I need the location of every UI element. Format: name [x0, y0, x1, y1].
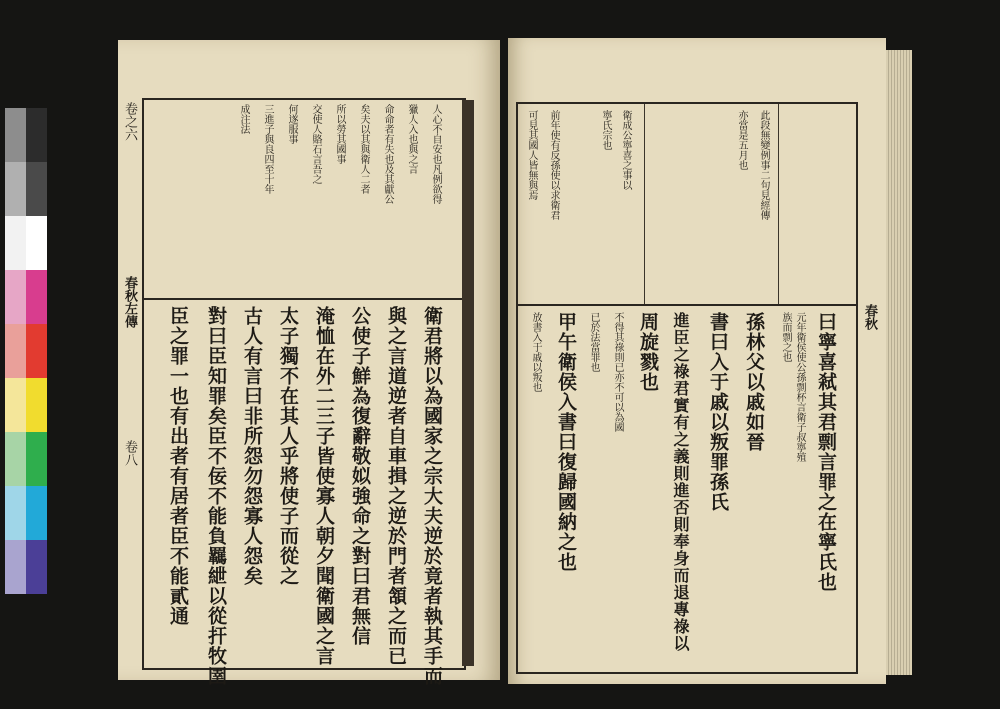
main-text-column: 甲午衛侯入書曰復歸國納之也	[555, 312, 577, 572]
upper-column: 三進子與良四至十年	[262, 104, 273, 194]
margin-title-bottom: 春秋左傳	[122, 276, 137, 328]
annotation-column: 族而剽之也	[780, 312, 791, 362]
upper-column: 寧氏宗也	[600, 110, 611, 150]
main-text-column: 孫林父以戚如晉	[743, 312, 765, 452]
main-text-column: 衛君將以為國家之宗大夫逆於竟者執其手而	[421, 306, 443, 686]
main-text-column: 曰寧喜弒其君剽言罪之在寧氏也	[815, 312, 837, 592]
main-text-column: 臣之罪一也有出者有居者臣不能貳通	[167, 306, 189, 626]
annotation-column: 放書入于戚以叛也	[530, 312, 541, 392]
main-text-column: 周旋戮也	[637, 312, 659, 392]
upper-column: 獵人入也與之言	[406, 104, 417, 174]
main-text-column: 太子獨不在其人乎將使子而從之	[277, 306, 299, 586]
main-text-column: 進臣之祿君實有之義則進否則奉身而退專祿以	[671, 312, 690, 652]
upper-column: 交使人賂石言吾之	[310, 104, 321, 184]
left-page	[118, 40, 500, 686]
upper-column: 衛成公寧喜之事以	[620, 110, 631, 190]
volume-label: 卷八	[122, 440, 137, 466]
right-page	[508, 38, 886, 684]
main-text-column: 對曰臣知罪矣臣不佞不能負羈紲以從扞牧圉	[205, 306, 227, 686]
upper-column: 所以勞其國事	[334, 104, 345, 164]
upper-column: 人心不自安也凡例欲得	[430, 104, 441, 204]
main-text-column: 與之言道逆者自車揖之逆於門者頷之而已	[385, 306, 407, 666]
margin-title: 春秋	[862, 304, 877, 330]
upper-column: 成注法	[238, 104, 249, 134]
main-text-column: 書曰入于戚以叛罪孫氏	[707, 312, 729, 512]
annotation-column: 元年衛侯使公孫剽杯言衛子叔寧殖	[794, 312, 805, 462]
annotation-column: 已於法當罪也	[588, 312, 599, 372]
upper-column: 亦當是五月也	[736, 110, 747, 170]
upper-column: 此段無變例事二句見經傳	[758, 110, 769, 220]
color-calibration-strip	[5, 108, 48, 596]
main-text-column: 淹恤在外二三子皆使寡人朝夕聞衛國之言	[313, 306, 335, 666]
upper-column: 何遂服事	[286, 104, 297, 144]
margin-title-top: 卷之六	[122, 102, 137, 141]
main-text-column: 古人有言曰非所怨勿怨寡人怨矣	[241, 306, 263, 586]
page-edges	[886, 50, 912, 675]
upper-column: 可見其國人皆無與焉	[526, 110, 537, 200]
upper-column: 命命者有失也及其獻公	[382, 104, 393, 204]
upper-column: 矣夫以其與衛人二者	[358, 104, 369, 194]
annotation-column: 不得其祿則已亦不可以為國	[612, 312, 623, 432]
main-text-column: 公使子鮮為復辭敬姒強命之對曰君無信	[349, 306, 371, 646]
upper-column: 前年使有反孫使以求衛君	[548, 110, 559, 220]
